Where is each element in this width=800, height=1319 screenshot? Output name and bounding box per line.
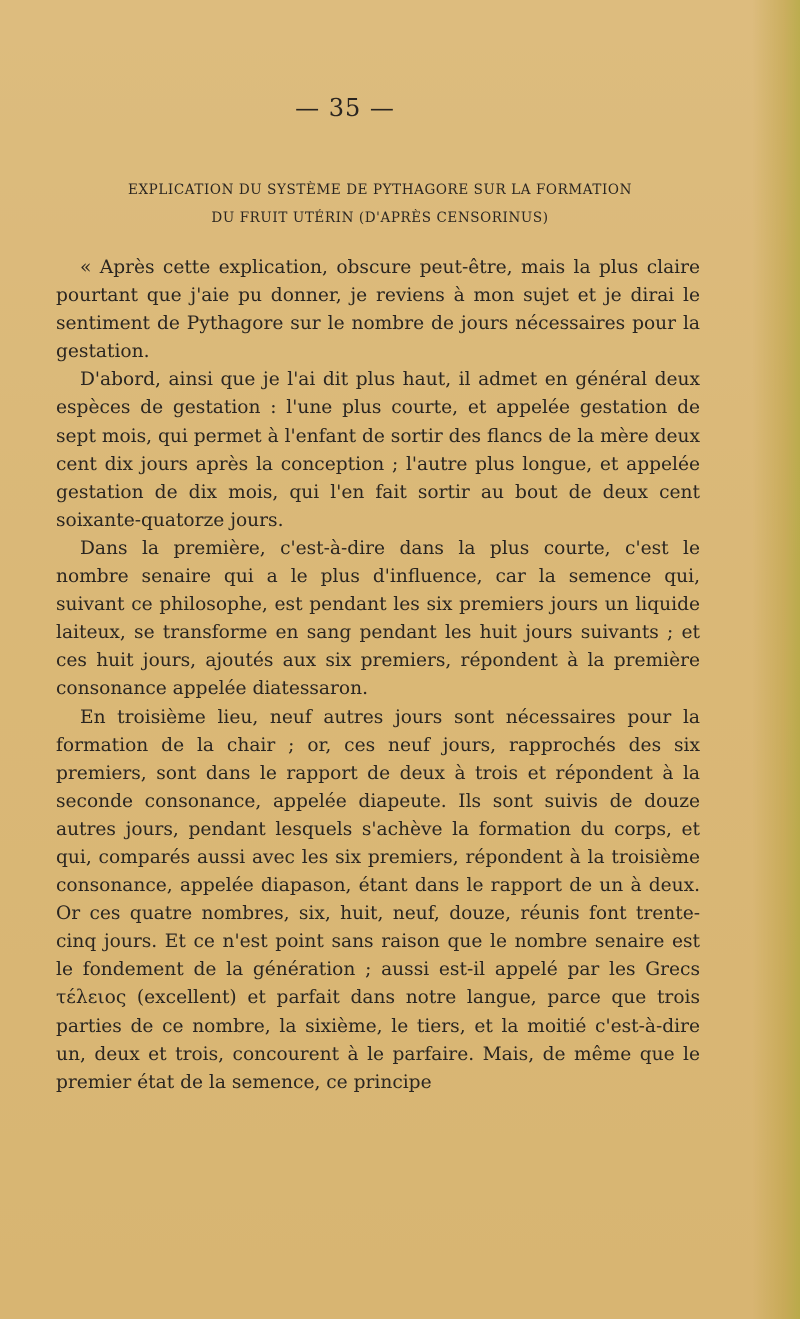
heading-line-2: DU FRUIT UTÉRIN (D'APRÈS CENSORINUS) (211, 210, 549, 226)
heading-line-1: EXPLICATION DU SYSTÈME DE PYTHAGORE SUR LA FORMATION (127, 182, 633, 198)
page-number: — 35 — (295, 94, 395, 122)
section-heading (70, 176, 690, 232)
paragraph-3: Dans la première, c'est-à-dire dans la plus courte, c'est le nombre senaire qui a le plus d'influence, car la semence qui, suivant ce philosophe, est pendant les six premiers jours un liquide laiteux, se transforme en sang pendant les huit jours suivants ; et ces huit jours, ajoutés aux six premiers, répondent à la première consonance appelée diatessaron. (56, 537, 700, 700)
paragraph-4: En troisième lieu, neuf autres jours sont nécessaires pour la formation de la chair ; or, ces neuf jours, rapprochés des six premiers, sont dans le rapport de deux à trois et répondent à la seconde consonance, appelée diapeute. Ils sont suivis de douze autres jours, pendant lesquels s'achève la formation du corps, et qui, comparés aussi avec les six premiers, répondent à la troisième consonance, appelée diapason, étant dans le rapport de un à deux. Or ces quatre nombres, six, huit, neuf, douze, réunis font trente-cinq jours. Et ce n'est point sans raison que le nombre senaire est le fondement de la génération ; aussi est-il appelé par les Grecs τέλειος (excellent) et parfait dans notre langue, parce que trois parties de ce nombre, la sixième, le tiers, et la moitié c'est-à-dire un, deux et trois, concourent à le parfaire. Mais, de même que le premier état de la semence, ce principe (56, 706, 700, 1093)
paragraph-2: D'abord, ainsi que je l'ai dit plus haut, il admet en général deux espèces de gestation : l'une plus courte, et appelée gestation de sept mois, qui permet à l'enfant de sortir des flancs de la mère deux cent dix jours après la conception ; l'autre plus longue, et appelée gestation de dix mois, qui l'en fait sortir au bout de deux cent soixante-quatorze jours. (56, 369, 700, 531)
body-text (56, 254, 700, 1097)
paragraph-1: « Après cette explication, obscure peut-être, mais la plus claire pourtant que j'aie pu donner, je reviens à mon sujet et je dirai le sentiment de Pythagore sur le nombre de jours nécessaires pour la gestation. (56, 257, 700, 363)
